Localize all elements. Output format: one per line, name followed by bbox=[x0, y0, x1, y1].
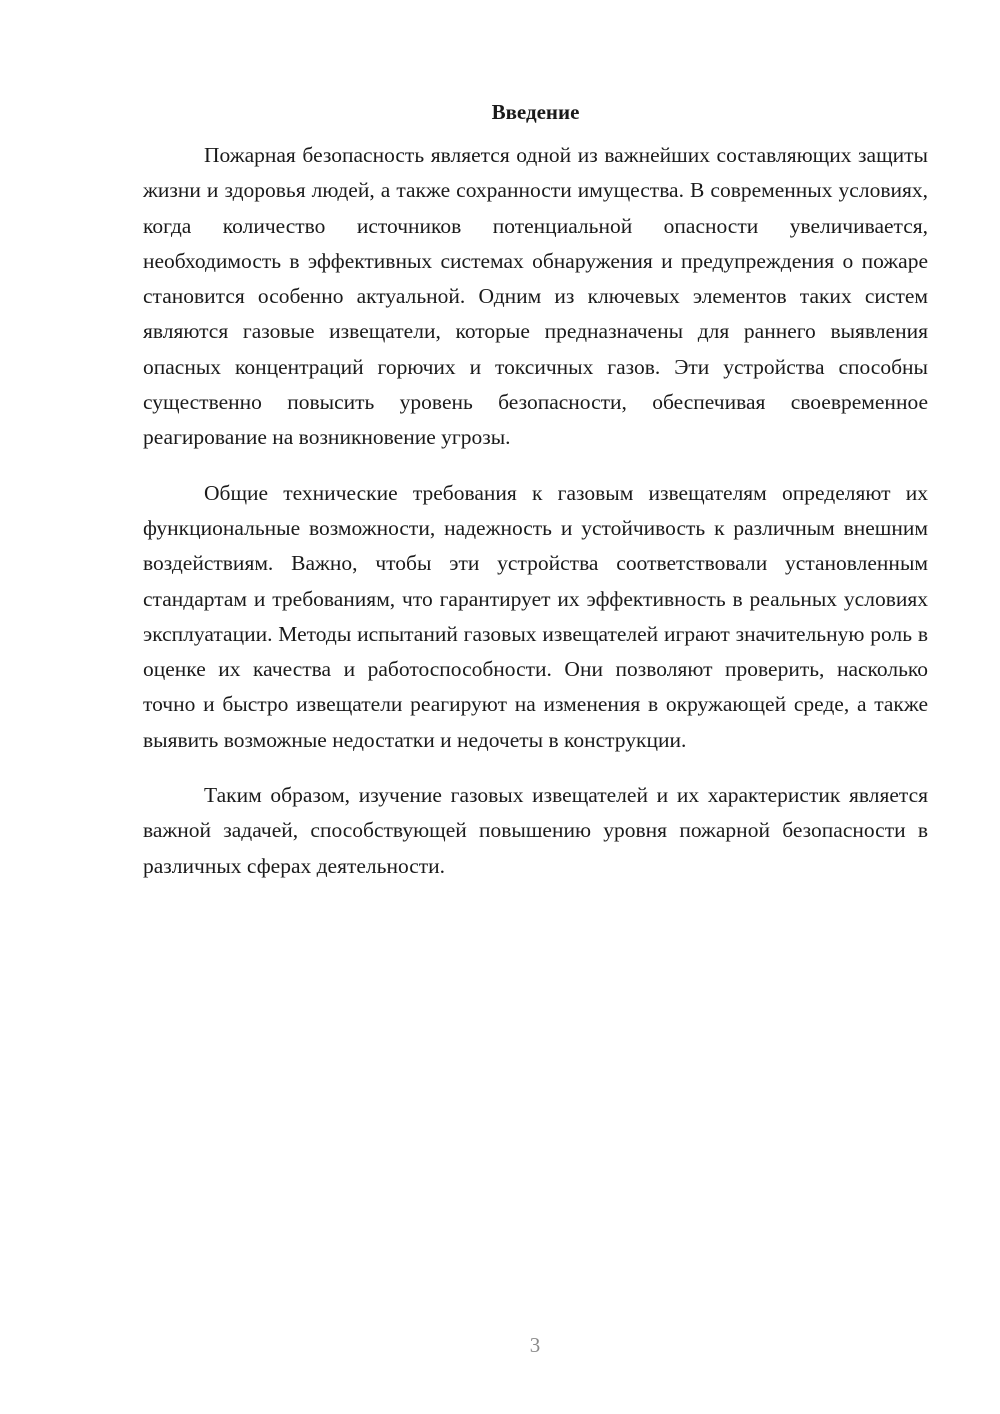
paragraph-2: Общие технические требования к газовым извещателям определяют их функциональные возможности, надежность и устойчивость к различным внешним воздействиям. Важно, чтобы эти устройства соответствовали установленным стандартам и требованиям, что гарантирует их эффективность в реальных условиях эксплуатации. Методы испытаний газовых извещателей играют значительную роль в оценке их качества и работоспособности. Они позволяют проверить, насколько точно и быстро извещатели реагируют на изменения в окружающей среде, а также выявить возможные недостатки и недочеты в конструкции. bbox=[143, 480, 928, 752]
page-content bbox=[143, 97, 928, 904]
paragraph-3: Таким образом, изучение газовых извещателей и их характеристик является важной задачей, способствующей повышению уровня пожарной безопасности в различных сферах деятельности. bbox=[143, 783, 928, 878]
paragraph-1: Пожарная безопасность является одной из важнейших составляющих защиты жизни и здоровья людей, а также сохранности имущества. В современных условиях, когда количество источников потенциальной опасности увеличивается, необходимость в эффективных системах обнаружения и предупреждения о пожаре становится особенно актуальной. Одним из ключевых элементов таких систем являются газовые извещатели, которые предназначены для раннего выявления опасных концентраций горючих и токсичных газов. Эти устройства способны существенно повысить уровень безопасности, обеспечивая своевременное реагирование на возникновение угрозы. bbox=[143, 143, 928, 450]
section-title: Введение bbox=[491, 100, 580, 124]
page-number: 3 bbox=[529, 1333, 541, 1357]
